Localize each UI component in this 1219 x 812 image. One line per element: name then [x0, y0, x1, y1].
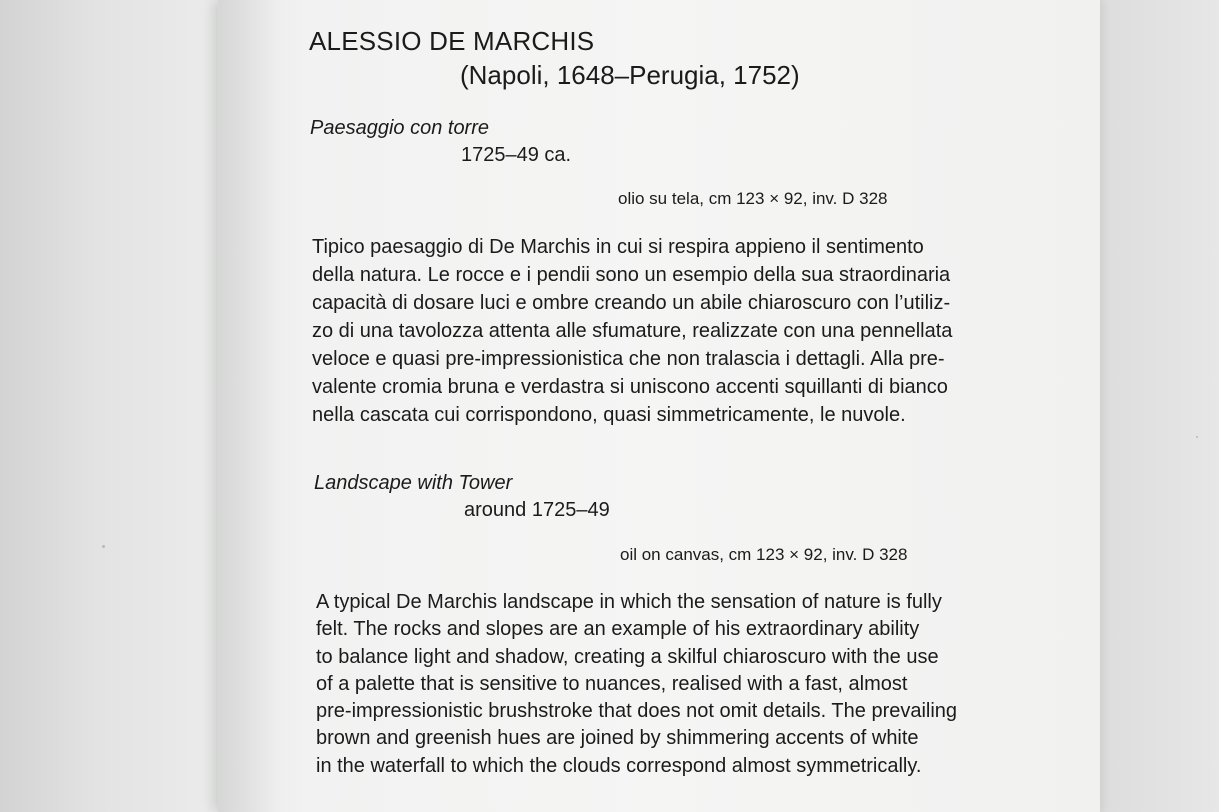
artist-dates: (Napoli, 1648–Perugia, 1752)	[460, 60, 800, 90]
artist-name: ALESSIO DE MARCHIS	[309, 26, 595, 56]
wall-speck	[1196, 436, 1198, 438]
english-title: Landscape with Tower	[314, 472, 513, 494]
description-line: capacità di dosare luci e ombre creando un abile chiaroscuro con l’utiliz-	[312, 292, 951, 314]
italian-title: Paesaggio con torre	[310, 117, 490, 139]
italian-medium: olio su tela, cm 123 × 92, inv. D 328	[618, 189, 888, 208]
description-line: felt. The rocks and slopes are an example of his extraordinary ability	[316, 618, 920, 641]
wall-speck	[102, 545, 105, 548]
italian-description	[312, 233, 952, 429]
description-line: in the waterfall to which the clouds correspond almost symmetrically.	[316, 754, 922, 777]
description-line: della natura. Le rocce e i pendii sono un esempio della sua straordinaria	[312, 264, 951, 286]
description-line: pre-impressionistic brushstroke that does not omit details. The prevailing	[316, 700, 958, 723]
description-line: brown and greenish hues are joined by shimmering accents of white	[316, 727, 919, 750]
italian-date: 1725–49 ca.	[461, 144, 572, 166]
description-line: of a palette that is sensitive to nuances, realised with a fast, almost	[316, 672, 908, 695]
description-line: veloce e quasi pre-impressionistica che non tralascia i dettagli. Alla pre-	[312, 348, 945, 370]
english-medium: oil on canvas, cm 123 × 92, inv. D 328	[620, 545, 908, 564]
english-date: around 1725–49	[464, 499, 610, 521]
description-line: valente cromia bruna e verdastra si uniscono accenti squillanti di bianco	[312, 376, 948, 398]
description-line: A typical De Marchis landscape in which the sensation of nature is fully	[316, 591, 942, 613]
panel-shadow-edge	[218, 0, 278, 812]
description-line: to balance light and shadow, creating a skilful chiaroscuro with the use	[316, 645, 939, 668]
english-description	[316, 589, 957, 780]
description-line: Tipico paesaggio di De Marchis in cui si respira appieno il sentimento	[312, 236, 924, 258]
wall-background	[1100, 0, 1219, 812]
description-line: zo di una tavolozza attenta alle sfumature, realizzate con una pennellata	[312, 320, 953, 342]
description-line: nella cascata cui corrispondono, quasi simmetricamente, le nuvole.	[312, 404, 906, 426]
